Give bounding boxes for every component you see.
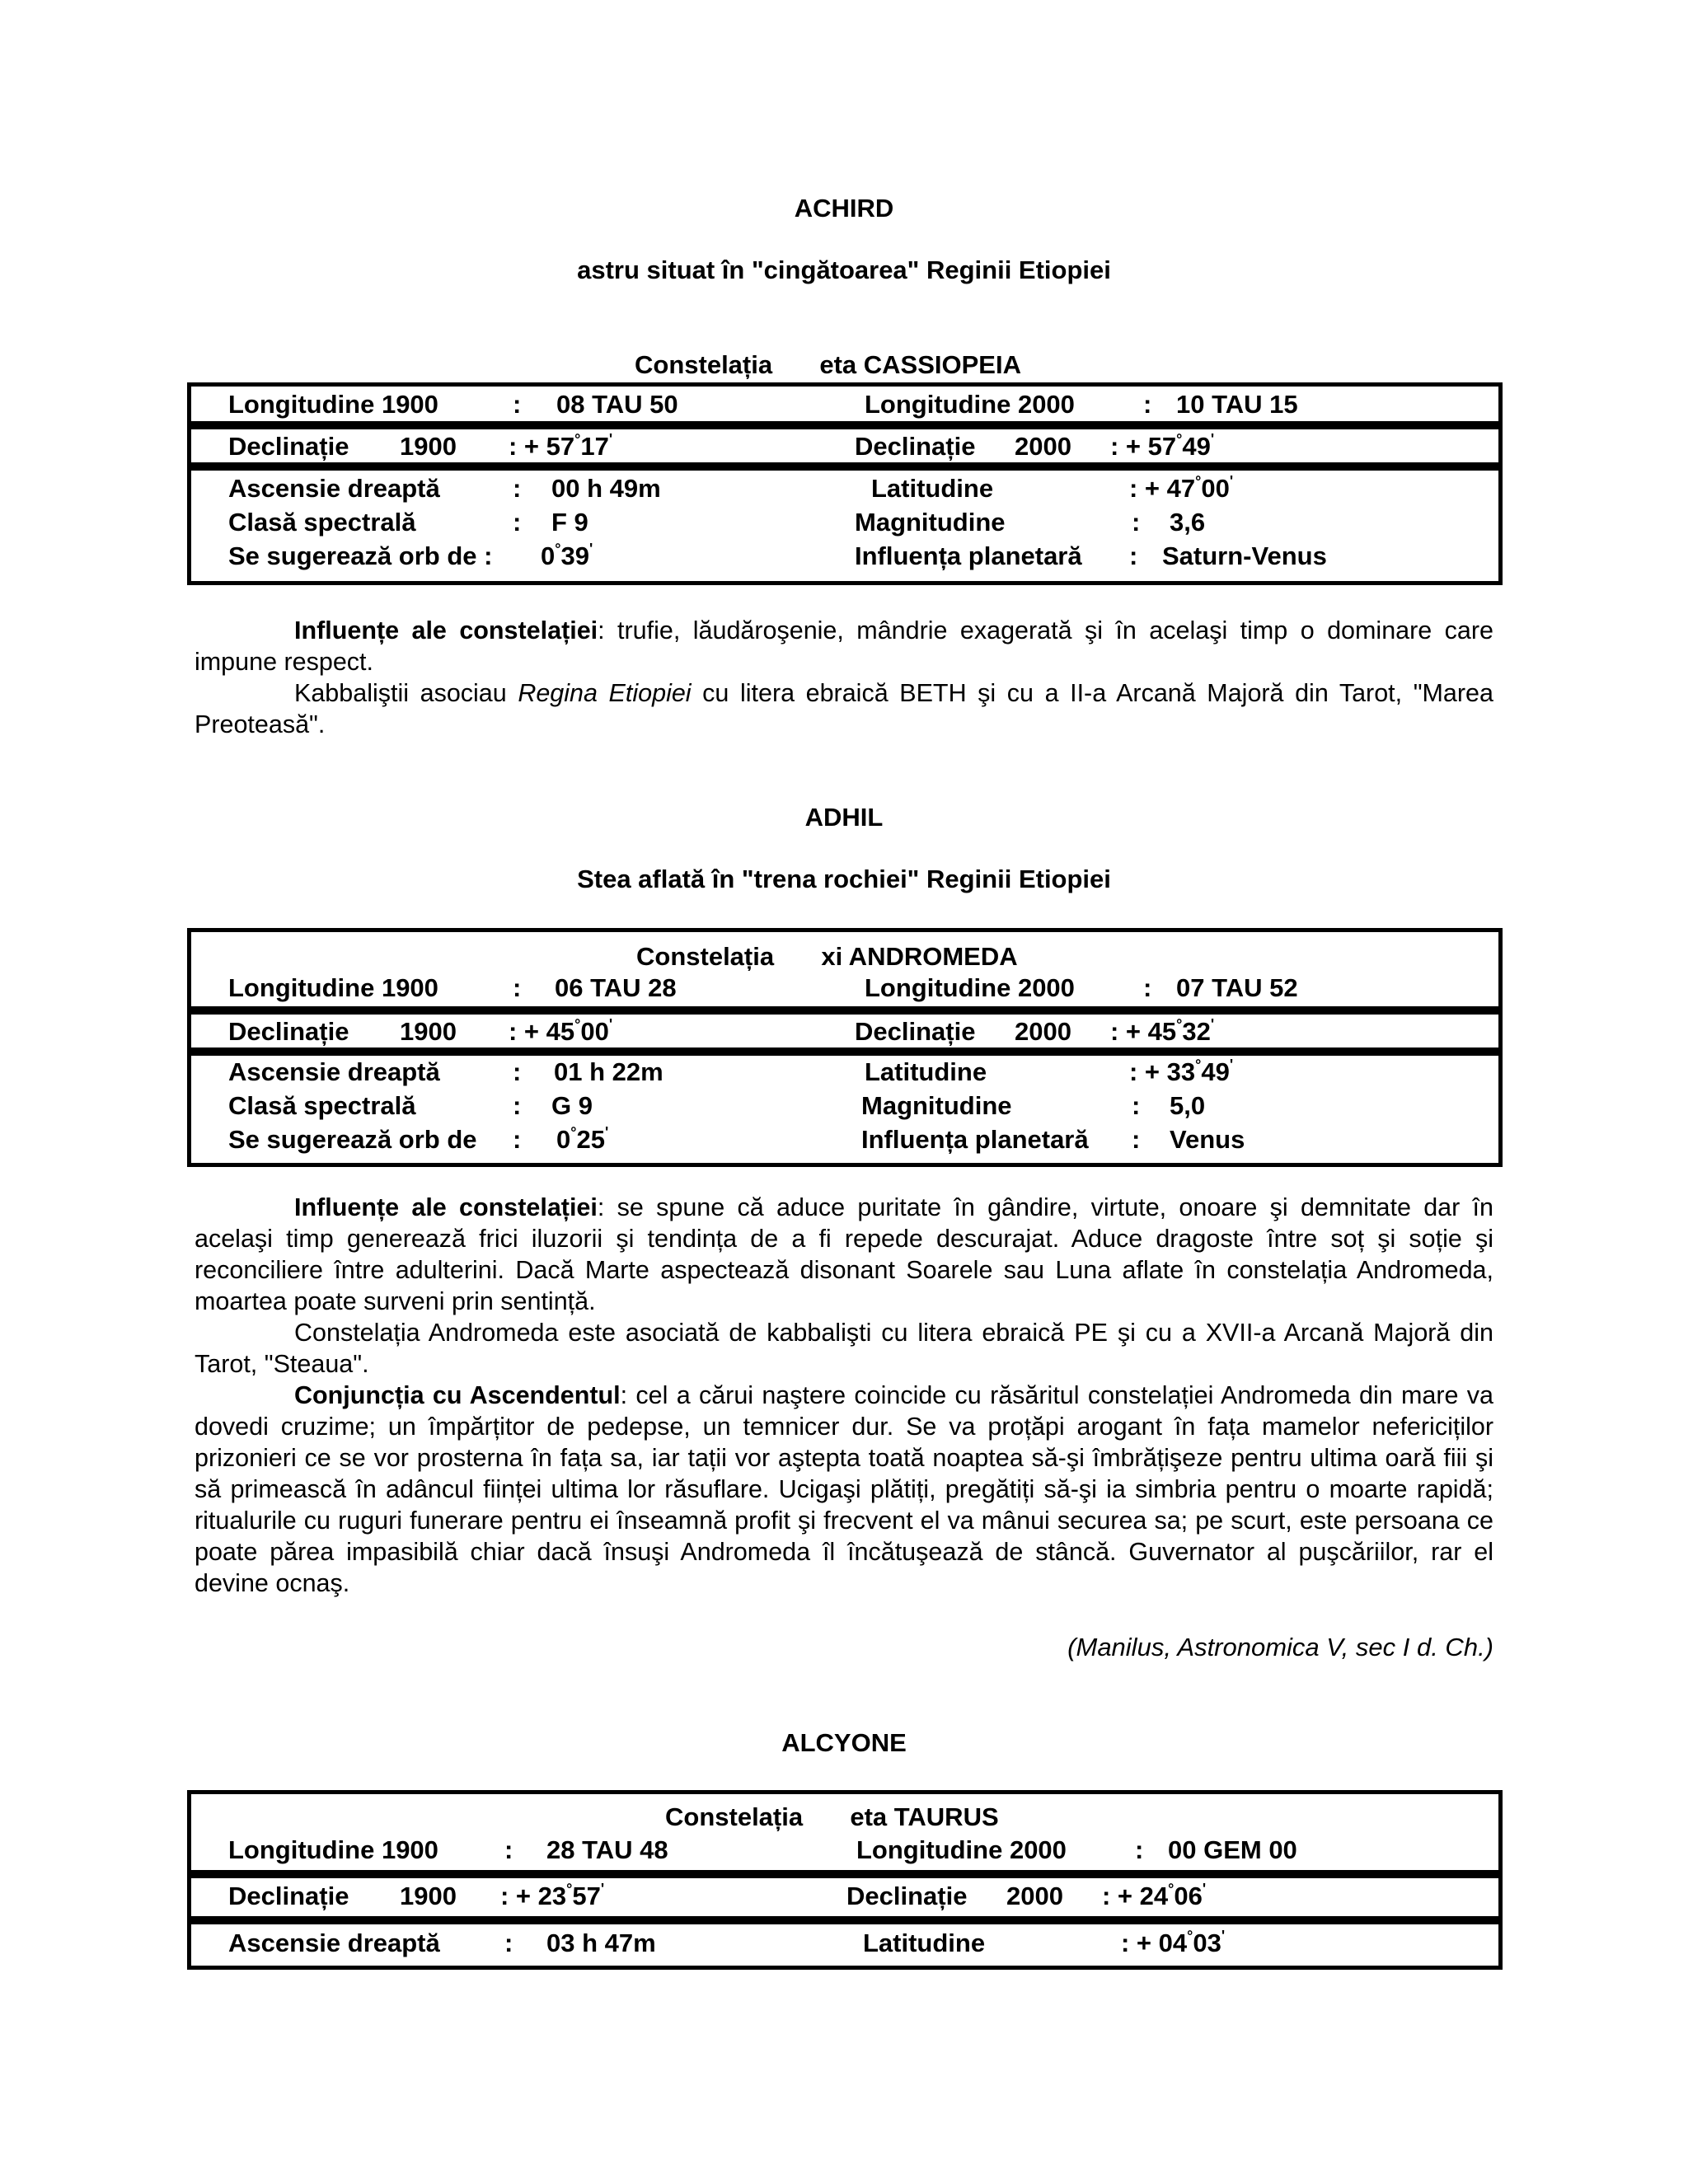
spectral-label: Clasă spectrală xyxy=(228,1091,416,1120)
row-box-declination xyxy=(187,1874,1503,1920)
magnitude-label: Magnitudine xyxy=(861,1091,1012,1120)
long1900-value: 06 TAU 28 xyxy=(555,973,677,1002)
latitude-label: Latitudine xyxy=(871,474,994,503)
long2000-sep: : xyxy=(1143,390,1152,419)
star-title-achird: ACHIRD xyxy=(794,194,894,223)
decl2000-value: : + 24°06' xyxy=(1102,1881,1207,1910)
planet-sep: : xyxy=(1129,541,1138,570)
ra-label: Ascensie dreaptă xyxy=(228,1929,440,1957)
long2000-value: 07 TAU 52 xyxy=(1176,973,1298,1002)
long1900-sep: : xyxy=(513,973,522,1002)
achird-influences-paragraph: Influențe ale constelației: trufie, lăudăroşenie, mândrie exagerată şi în acelaşi timp o dominare care impune respect. xyxy=(195,616,1493,676)
citation: (Manilus, Astronomica V, sec I d. Ch.) xyxy=(1067,1633,1493,1661)
decl1900-value: : + 57°17' xyxy=(509,431,613,461)
spectral-value: G 9 xyxy=(551,1091,593,1120)
long2000-label: Longitudine 2000 xyxy=(865,390,1075,419)
long1900-sep: : xyxy=(513,390,522,419)
star-subtitle-achird: astru situat în "cingătoarea" Reginii Etiopiei xyxy=(577,255,1111,284)
row-box-declination xyxy=(187,425,1503,466)
planet-value: Saturn-Venus xyxy=(1162,541,1327,570)
decl2000-year: 2000 xyxy=(1015,1017,1071,1046)
planet-label: Influența planetară xyxy=(855,541,1082,570)
decl1900-year: 1900 xyxy=(400,1882,457,1910)
long1900-value: 28 TAU 48 xyxy=(546,1835,668,1864)
long2000-value: 10 TAU 15 xyxy=(1176,390,1298,419)
decl1900-value: : + 23°57' xyxy=(500,1881,605,1910)
adhil-influences-paragraph: Influențe ale constelației: se spune că aduce puritate în gândire, virtute, onoare şi demnitate dar în acelaşi timp generează frici iluzorii şi tendința de a fi repede descurajat. Aduce dragoste între soț şi soție şi reconciliere între adulterini. Dacă Marte aspectează disonant Soarele sau Luna aflate în constelația Andromeda, moartea poate surveni prin sentință. xyxy=(195,1193,1493,1315)
star-data-table-alcyone xyxy=(187,1790,1503,1970)
planet-label: Influența planetară xyxy=(861,1125,1089,1154)
decl1900-value: : + 45°00' xyxy=(509,1016,613,1046)
orb-value: 0°25' xyxy=(556,1124,609,1154)
spectral-sep: : xyxy=(513,1091,522,1120)
star-data-table-achird xyxy=(187,346,1503,585)
constellation-value: eta TAURUS xyxy=(850,1802,999,1831)
star-title-alcyone: ALCYONE xyxy=(781,1728,907,1757)
ra-value: 00 h 49m xyxy=(551,474,661,503)
planet-sep: : xyxy=(1132,1125,1141,1154)
decl2000-label: Declinație xyxy=(846,1882,968,1910)
constellation-label: Constelația xyxy=(635,350,773,379)
constellation-label: Constelația xyxy=(636,942,775,971)
magnitude-value: 5,0 xyxy=(1170,1091,1206,1120)
orb-sep: : xyxy=(513,1125,522,1154)
long1900-label: Longitudine 1900 xyxy=(228,390,438,419)
long2000-sep: : xyxy=(1143,973,1152,1002)
constellation-label: Constelația xyxy=(665,1802,804,1831)
star-subtitle-adhil: Stea aflată în "trena rochiei" Reginii Etiopiei xyxy=(577,865,1111,893)
decl2000-year: 2000 xyxy=(1006,1882,1063,1910)
latitude-value: : + 04°03' xyxy=(1121,1928,1226,1957)
orb-label: Se sugerează orb de : xyxy=(228,541,493,570)
ra-value: 01 h 22m xyxy=(554,1057,663,1086)
ra-value: 03 h 47m xyxy=(546,1929,656,1957)
adhil-text xyxy=(195,1192,1493,1599)
long2000-value: 00 GEM 00 xyxy=(1168,1835,1297,1864)
row-box-declination xyxy=(187,1010,1503,1052)
latitude-label: Latitudine xyxy=(865,1057,987,1086)
orb-value: 0°39' xyxy=(541,541,593,570)
spectral-sep: : xyxy=(513,508,522,537)
decl1900-label: Declinație xyxy=(228,1882,349,1910)
decl1900-year: 1900 xyxy=(400,1017,457,1046)
orb-label: Se sugerează orb de xyxy=(228,1125,477,1154)
latitude-label: Latitudine xyxy=(863,1929,986,1957)
long1900-value: 08 TAU 50 xyxy=(556,390,678,419)
star-title-adhil: ADHIL xyxy=(804,803,884,832)
ra-sep: : xyxy=(504,1929,513,1957)
achird-kabbalah-paragraph: Kabbaliştii asociau Regina Etiopiei cu litera ebraică BETH şi cu a II-a Arcană Majoră din Tarot, "Marea Preoteasă". xyxy=(195,679,1493,738)
long2000-label: Longitudine 2000 xyxy=(856,1835,1067,1864)
constellation-value: eta CASSIOPEIA xyxy=(819,350,1021,379)
ra-label: Ascensie dreaptă xyxy=(228,1057,440,1086)
star-data-table-adhil xyxy=(187,928,1503,1167)
long2000-sep: : xyxy=(1135,1835,1144,1864)
achird-text xyxy=(195,615,1493,740)
ra-sep: : xyxy=(513,1057,522,1086)
magnitude-sep: : xyxy=(1132,508,1141,537)
decl2000-value: : + 45°32' xyxy=(1110,1016,1215,1046)
spectral-label: Clasă spectrală xyxy=(228,508,416,537)
magnitude-value: 3,6 xyxy=(1170,508,1206,537)
latitude-value: : + 33°49' xyxy=(1129,1057,1234,1086)
ra-sep: : xyxy=(513,474,522,503)
ra-label: Ascensie dreaptă xyxy=(228,474,440,503)
constellation-value: xi ANDROMEDA xyxy=(821,942,1018,971)
planet-value: Venus xyxy=(1170,1125,1245,1154)
decl2000-label: Declinație xyxy=(855,432,976,461)
adhil-kabbalah-paragraph: Constelația Andromeda este asociată de kabbalişti cu litera ebraică PE şi cu a XVII-a Arcană Majoră din Tarot, "Steaua". xyxy=(195,1319,1493,1378)
decl2000-value: : + 57°49' xyxy=(1110,431,1215,461)
decl2000-year: 2000 xyxy=(1015,432,1071,461)
decl1900-label: Declinație xyxy=(228,432,349,461)
adhil-ascendant-paragraph: Conjuncția cu Ascendentul: cel a cărui naştere coincide cu răsăritul constelației Andromeda din mare va dovedi cruzime; un împărțitor de pedepse, un temnicer dur. Se va proțăpi arogant în fața mamelor nefericiților prizonieri ce se vor prosterna în fața sa, iar tații vor aştepta toată noaptea să-şi îmbrățişeze pentru ultima oară fiii şi să primească în adâncul ființei ultima lor răsuflare. Ucigaşi plătiți, pregătiți să-şi ia simbria pentru o moarte rapidă; ritualurile cu ruguri funerare pentru ei înseamnă profit şi frecvent el va mânui securea sa; pe scurt, este persoana ce poate părea impasibilă chiar dacă însuşi Andromeda îl încătuşează de stâncă. Guvernator al puşcăriilor, rar el devine ocnaş. xyxy=(195,1381,1493,1597)
decl1900-year: 1900 xyxy=(400,432,457,461)
long2000-label: Longitudine 2000 xyxy=(865,973,1075,1002)
magnitude-label: Magnitudine xyxy=(855,508,1006,537)
magnitude-sep: : xyxy=(1132,1091,1141,1120)
spectral-value: F 9 xyxy=(551,508,588,537)
long1900-sep: : xyxy=(504,1835,513,1864)
long1900-label: Longitudine 1900 xyxy=(228,1835,438,1864)
long1900-label: Longitudine 1900 xyxy=(228,973,438,1002)
decl2000-label: Declinație xyxy=(855,1017,976,1046)
latitude-value: : + 47°00' xyxy=(1129,473,1234,503)
decl1900-label: Declinație xyxy=(228,1017,349,1046)
